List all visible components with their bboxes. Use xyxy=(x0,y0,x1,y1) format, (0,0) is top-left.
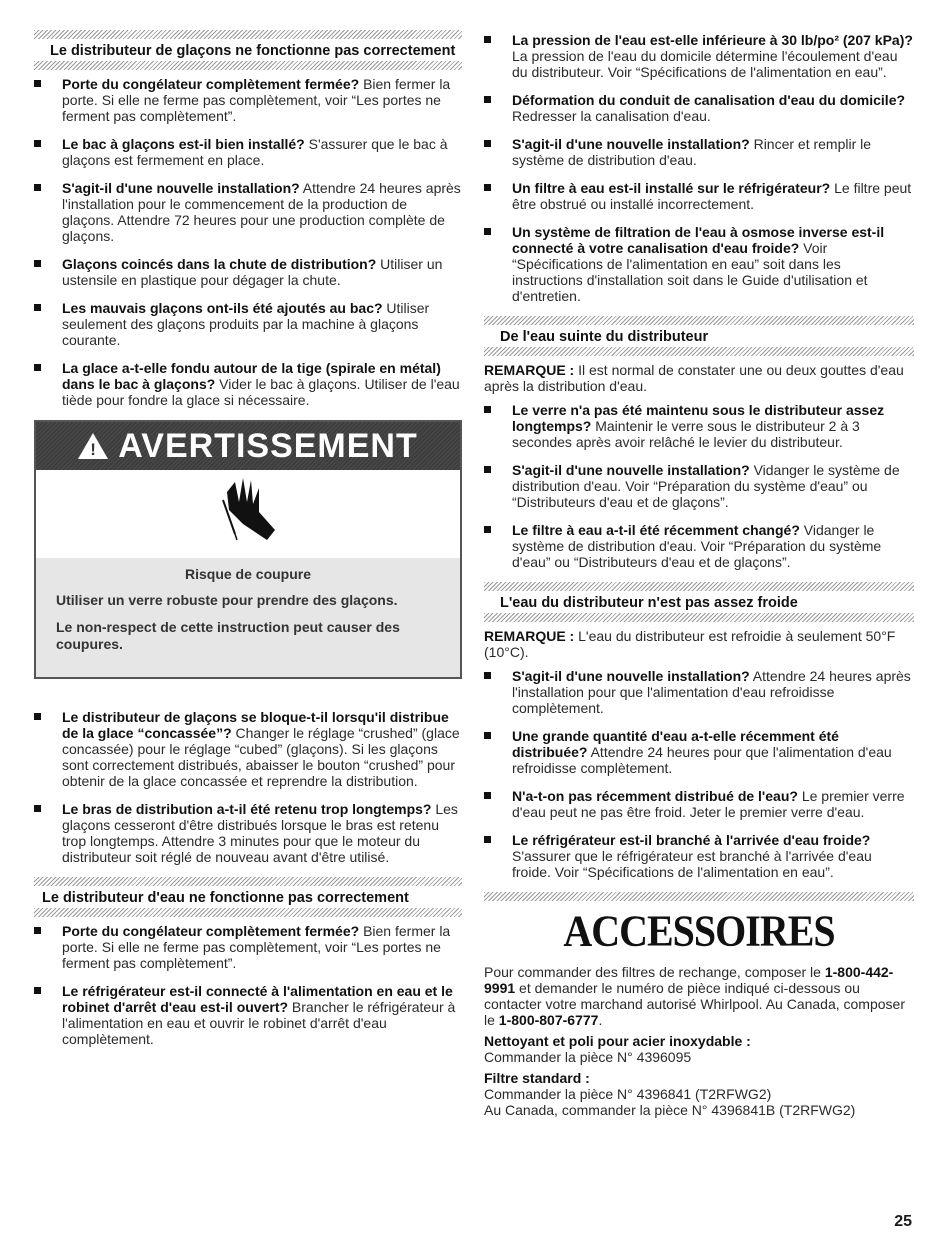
section-title: Le distributeur d'eau ne fonctionne pas correctement xyxy=(42,890,409,906)
section-water-not-cold xyxy=(484,582,914,880)
section-water-dispenser-cont xyxy=(484,32,914,304)
list-item: Le bac à glaçons est-il bien installé? S'assurer que le bac à glaçons est fermement en place. xyxy=(34,136,462,168)
list-item: Un filtre à eau est-il installé sur le réfrigérateur? Le filtre peut être obstrué ou installé incorrectement. xyxy=(484,180,914,212)
square-bullet-icon xyxy=(34,987,41,994)
note-text: REMARQUE : L'eau du distributeur est refroidie à seulement 50°F (10°C). xyxy=(484,628,896,660)
section-divider xyxy=(484,613,914,622)
bullet-list xyxy=(484,668,914,880)
accessory-label: Nettoyant et poli pour acier inoxydable : xyxy=(484,1033,751,1049)
list-item: Le réfrigérateur est-il connecté à l'alimentation en eau et le robinet d'arrêt d'eau est-il ouvert? Brancher le réfrigérateur à l'alimentation en eau et ouvrir le robinet d'arrêt d'eau complètement. xyxy=(34,983,462,1047)
square-bullet-icon xyxy=(34,184,41,191)
square-bullet-icon xyxy=(484,140,491,147)
list-item: Le réfrigérateur est-il branché à l'arrivée d'eau froide? S'assurer que le réfrigérateur est branché à l'arrivée d'eau froide. Voir “Spécifications de l'alimentation en eau”. xyxy=(484,832,914,880)
list-item: S'agit-il d'une nouvelle installation? Attendre 24 heures après l'installation pour que l'alimentation d'eau refroidisse complètement. xyxy=(484,668,914,716)
list-item: Le filtre à eau a-t-il été récemment changé? Vidanger le système de distribution d'eau. Voir “Préparation du système d'eau” ou “Distributeurs d'eau et de glaçons”. xyxy=(484,522,914,570)
square-bullet-icon xyxy=(484,228,491,235)
square-bullet-icon xyxy=(34,260,41,267)
square-bullet-icon xyxy=(484,792,491,799)
note-text: REMARQUE : Il est normal de constater une ou deux gouttes d'eau après la distribution d'eau. xyxy=(484,362,904,394)
list-item: Glaçons coincés dans la chute de distribution? Utiliser un ustensile en plastique pour dégager la chute. xyxy=(34,256,462,288)
section-ice-dispenser xyxy=(34,30,462,408)
accessories-intro: Pour commander des filtres de rechange, composer le 1-800-442-9991 et demander le numéro de pièce indiqué ci-dessous ou contacter votre marchand autorisé Whirlpool. Au Canada, composer le 1-800-807-6777. xyxy=(484,964,905,1028)
warning-header xyxy=(36,422,460,470)
left-column xyxy=(34,30,462,1059)
accessory-part: Commander la pièce N° 4396095 xyxy=(484,1049,692,1065)
square-bullet-icon xyxy=(34,805,41,812)
section-ice-dispenser-cont xyxy=(34,709,462,865)
section-divider xyxy=(34,877,462,886)
warning-body xyxy=(36,558,460,677)
section-divider xyxy=(484,582,914,591)
section-title: Le distributeur de glaçons ne fonctionne pas correctement xyxy=(50,43,456,59)
bullet-list xyxy=(484,32,914,304)
phone-number-canada: 1-800-807-6777 xyxy=(498,1012,599,1028)
bullet-list xyxy=(34,709,462,865)
accessory-label: Filtre standard : xyxy=(484,1070,590,1086)
list-item: Déformation du conduit de canalisation d'eau du domicile? Redresser la canalisation d'eau. xyxy=(484,92,914,124)
section-water-leak xyxy=(484,316,914,570)
list-item: Le verre n'a pas été maintenu sous le distributeur assez longtemps? Maintenir le verre sous le distributeur 2 à 3 secondes après avoir relâché le levier du distributeur. xyxy=(484,402,914,450)
warning-heading: AVERTISSEMENT xyxy=(118,426,418,465)
list-item: Les mauvais glaçons ont-ils été ajoutés au bac? Utiliser seulement des glaçons produits par la machine à glaçons courante. xyxy=(34,300,462,348)
square-bullet-icon xyxy=(484,406,491,413)
right-column xyxy=(484,30,914,1123)
bullet-list xyxy=(34,76,462,408)
section-accessories xyxy=(484,892,914,1118)
list-item: S'agit-il d'une nouvelle installation? Vidanger le système de distribution d'eau. Voir “Préparation du système d'eau” ou “Distributeurs d'eau et de glaçons”. xyxy=(484,462,914,510)
square-bullet-icon xyxy=(34,80,41,87)
square-bullet-icon xyxy=(484,526,491,533)
square-bullet-icon xyxy=(484,672,491,679)
square-bullet-icon xyxy=(34,304,41,311)
list-item: Un système de filtration de l'eau à osmose inverse est-il connecté à votre canalisation d'eau froide? Voir “Spécifications de l'alimentation en eau” soit dans les instructions d'installation soit dans le Guide d'utilisation et d'entretien. xyxy=(484,224,914,304)
section-divider xyxy=(34,30,462,39)
list-item: Le bras de distribution a-t-il été retenu trop longtemps? Les glaçons cesseront d'être distribués lorsque le bras est retenu trop longtemps. Attendre 3 minutes pour que le moteur du distributeur soit réglé de nouveau avant d'être utilisé. xyxy=(34,801,462,865)
section-title: De l'eau suinte du distributeur xyxy=(500,329,709,345)
section-title: L'eau du distributeur n'est pas assez froide xyxy=(500,595,798,611)
square-bullet-icon xyxy=(484,36,491,43)
square-bullet-icon xyxy=(34,713,41,720)
bullet-list xyxy=(34,923,462,1047)
section-divider xyxy=(484,316,914,325)
section-water-dispenser xyxy=(34,877,462,1047)
list-item: Porte du congélateur complètement fermée? Bien fermer la porte. Si elle ne ferme pas complètement, voir “Les portes ne ferment pas complètement”. xyxy=(34,923,462,971)
list-item: Une grande quantité d'eau a-t-elle récemment été distribuée? Attendre 24 heures pour que l'alimentation d'eau refroidisse complètement. xyxy=(484,728,914,776)
list-item: S'agit-il d'une nouvelle installation? Attendre 24 heures après l'installation pour le commencement de la production de glaçons. Attendre 72 heures pour une production complète de glaçons. xyxy=(34,180,462,244)
square-bullet-icon xyxy=(484,96,491,103)
square-bullet-icon xyxy=(484,184,491,191)
warning-consequence: Le non-respect de cette instruction peut causer des coupures. xyxy=(56,619,400,652)
square-bullet-icon xyxy=(34,364,41,371)
square-bullet-icon xyxy=(34,927,41,934)
accessory-part-canada: Au Canada, commander la pièce N° 4396841B (T2RFWG2) xyxy=(484,1102,856,1118)
warning-instruction: Utiliser un verre robuste pour prendre des glaçons. xyxy=(56,592,398,608)
warning-triangle-icon: ! xyxy=(78,433,108,459)
list-item: La glace a-t-elle fondu autour de la tige (spirale en métal) dans le bac à glaçons? Vider le bac à glaçons. Utiliser de l'eau tiède pour fondre la glace si nécessaire. xyxy=(34,360,462,408)
list-item: La pression de l'eau est-elle inférieure à 30 lb/po² (207 kPa)? La pression de l'eau du domicile détermine l'écoulement d'eau du distributeur. Voir “Spécifications de l'alimentation en eau”. xyxy=(484,32,914,80)
section-divider xyxy=(34,61,462,70)
cut-hazard-hand-icon xyxy=(36,470,460,558)
phone-number: 1-800-442-9991 xyxy=(484,964,894,996)
square-bullet-icon xyxy=(484,732,491,739)
square-bullet-icon xyxy=(484,466,491,473)
warning-risk: Risque de coupure xyxy=(184,566,312,582)
page-number: 25 xyxy=(894,1213,912,1230)
list-item: Le distributeur de glaçons se bloque-t-il lorsqu'il distribue de la glace “concassée”? Changer le réglage “crushed” (glace concassée) pour le réglage “cubed” (glaçons). Si les glaçons sont correctement distribués, abaisser le bouton “crushed” pour obtenir de la glace concassée et reprendre la distribution. xyxy=(34,709,462,789)
list-item: N'a-t-on pas récemment distribué de l'eau? Le premier verre d'eau peut ne pas être froid. Jeter le premier verre d'eau. xyxy=(484,788,914,820)
section-divider xyxy=(484,347,914,356)
accessory-part: Commander la pièce N° 4396841 (T2RFWG2) xyxy=(484,1086,772,1102)
list-item: S'agit-il d'une nouvelle installation? Rincer et remplir le système de distribution d'eau. xyxy=(484,136,914,168)
square-bullet-icon xyxy=(484,836,491,843)
bullet-list xyxy=(484,402,914,570)
warning-box xyxy=(34,420,462,679)
list-item: Porte du congélateur complètement fermée? Bien fermer la porte. Si elle ne ferme pas complètement, voir “Les portes ne ferment pas complètement”. xyxy=(34,76,462,124)
section-divider xyxy=(34,908,462,917)
square-bullet-icon xyxy=(34,140,41,147)
accessories-title: ACCESSOIRES xyxy=(563,905,835,956)
section-divider xyxy=(484,892,914,901)
